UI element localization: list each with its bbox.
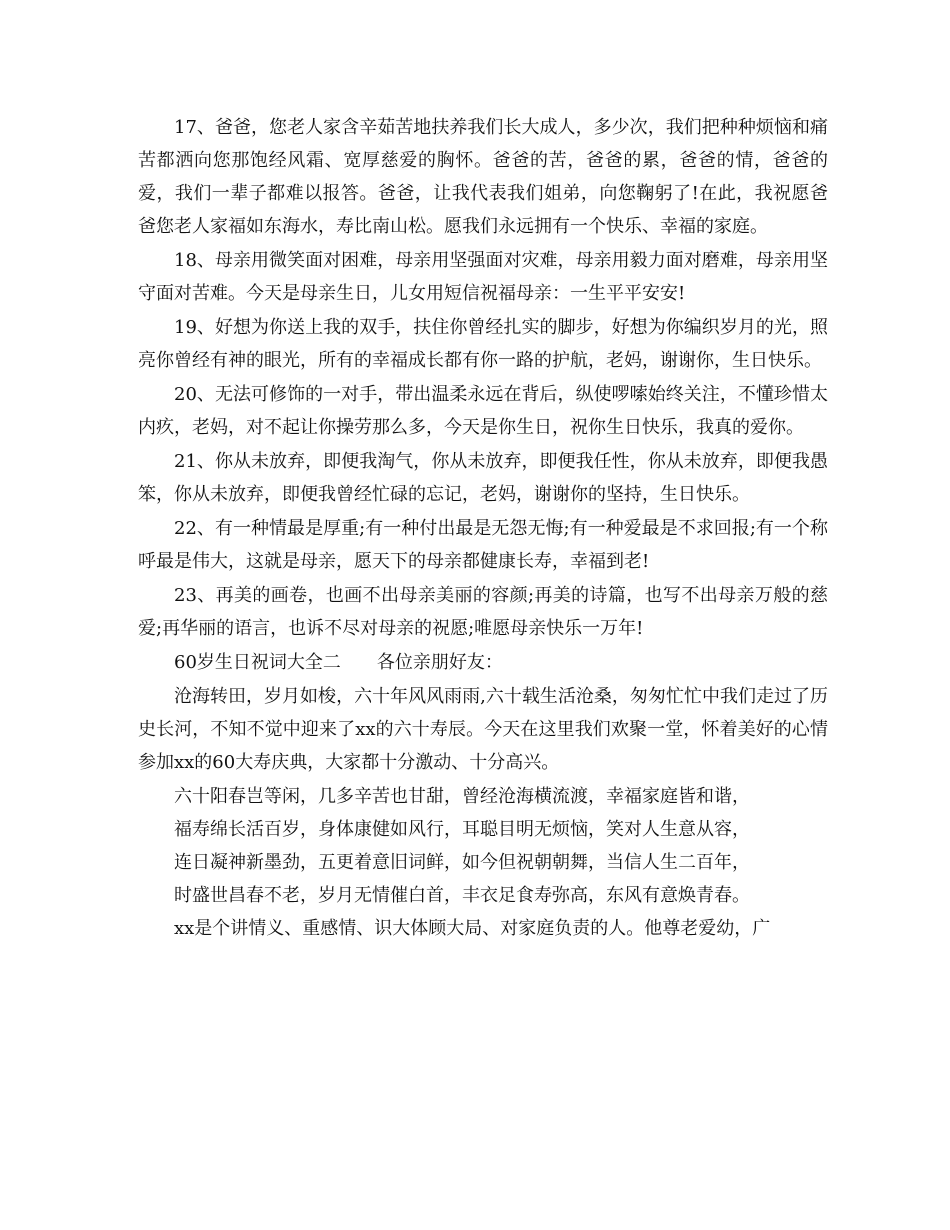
section-heading: 60岁生日祝词大全二 各位亲朋好友： <box>174 652 503 673</box>
closing-paragraph: xx是个讲情义、重感情、识大体顾大局、对家庭负责的人。他尊老爱幼，广 <box>174 918 771 939</box>
document-page <box>138 111 828 945</box>
paragraph-17: 17、爸爸，您老人家含辛茹苦地扶养我们长大成人，多少次，我们把种种烦恼和痛苦都洒向您那饱经风霜、宽厚慈爱的胸怀。爸爸的苦，爸爸的累，爸爸的情，爸爸的爱，我们一辈子都难以报答。爸爸，让我代表我们姐弟，向您鞠躬了!在此，我祝愿爸爸您老人家福如东海水，寿比南山松。愿我们永远拥有一个快乐、幸福的家庭。 <box>138 117 828 237</box>
paragraph-18: 18、母亲用微笑面对困难，母亲用坚强面对灾难，母亲用毅力面对磨难，母亲用坚守面对苦难。今天是母亲生日，儿女用短信祝福母亲：一生平平安安! <box>138 250 828 304</box>
poem-line: 时盛世昌春不老，岁月无情催白首，丰衣足食寿弥高，东风有意焕青春。 <box>174 885 750 906</box>
intro-paragraph: 沧海转田，岁月如梭，六十年风风雨雨,六十载生活沧桑，匆匆忙忙中我们走过了历史长河，不知不觉中迎来了xx的六十寿辰。今天在这里我们欢聚一堂，怀着美好的心情参加xx的60大寿庆典，大家都十分激动、十分高兴。 <box>138 686 828 773</box>
poem-line: 六十阳春岂等闲，几多辛苦也甘甜，曾经沧海横流渡，幸福家庭皆和谐， <box>174 786 750 807</box>
poem-line: 福寿绵长活百岁，身体康健如风行，耳聪目明无烦恼，笑对人生意从容， <box>174 819 750 840</box>
poem-line: 连日凝神新墨劲，五更着意旧词鲜，如今但祝朝朝舞，当信人生二百年， <box>174 852 750 873</box>
paragraph-21: 21、你从未放弃，即便我淘气，你从未放弃，即便我任性，你从未放弃，即便我愚笨，你从未放弃，即便我曾经忙碌的忘记，老妈，谢谢你的坚持，生日快乐。 <box>138 451 828 505</box>
paragraph-23: 23、再美的画卷，也画不出母亲美丽的容颜;再美的诗篇，也写不出母亲万般的慈爱;再华丽的语言，也诉不尽对母亲的祝愿;唯愿母亲快乐一万年! <box>138 585 828 639</box>
paragraph-20: 20、无法可修饰的一对手，带出温柔永远在背后，纵使啰嗦始终关注，不懂珍惜太内疚，老妈，对不起让你操劳那么多，今天是你生日，祝你生日快乐，我真的爱你。 <box>138 384 828 438</box>
paragraph-19: 19、好想为你送上我的双手，扶住你曾经扎实的脚步，好想为你编织岁月的光，照亮你曾经有神的眼光，所有的幸福成长都有你一路的护航，老妈，谢谢你，生日快乐。 <box>138 317 828 371</box>
paragraph-22: 22、有一种情最是厚重;有一种付出最是无怨无悔;有一种爱最是不求回报;有一个称呼最是伟大，这就是母亲，愿天下的母亲都健康长寿，幸福到老! <box>138 518 828 572</box>
